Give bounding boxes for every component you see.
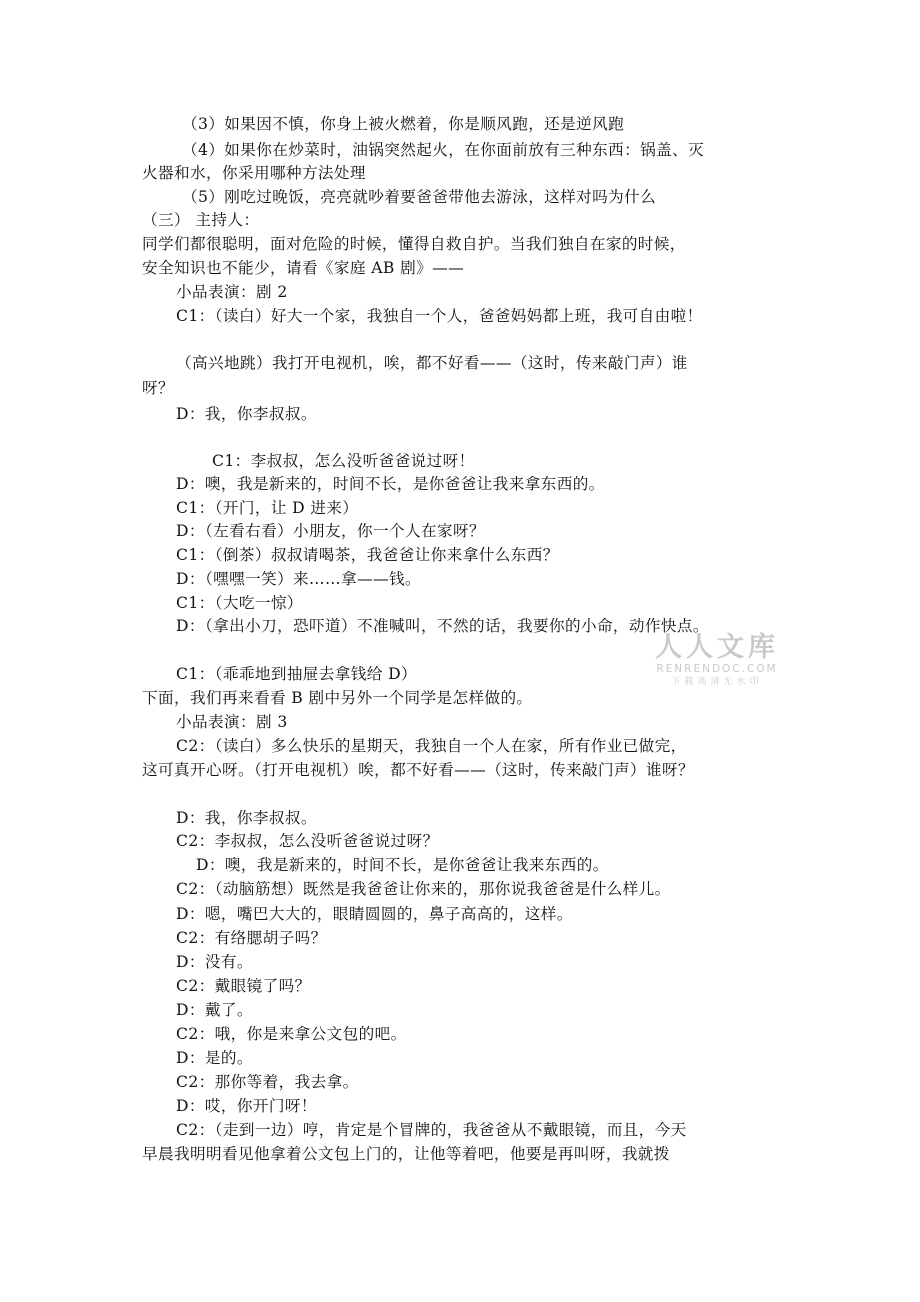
text-line: D：是的。 — [176, 1049, 253, 1067]
text-line: D：嗯，嘴巴大大的，眼睛圆圆的，鼻子高高的，这样。 — [176, 905, 573, 923]
text-line: C2：李叔叔，怎么没听爸爸说过呀？ — [176, 832, 439, 850]
text-line: C2：戴眼镜了吗？ — [176, 977, 311, 995]
text-line: 下面，我们再来看看 B 剧中另外一个同学是怎样做的。 — [142, 689, 533, 707]
text-line: 火器和水，你采用哪种方法处理 — [142, 164, 366, 182]
text-line: C1：（大吃一惊） — [176, 594, 303, 612]
text-line: D：没有。 — [176, 953, 253, 971]
text-line: C2：（读白）多么快乐的星期天，我独自一个人在家，所有作业已做完， — [176, 737, 687, 755]
text-line: D：噢，我是新来的，时间不长，是你爸爸让我来拿东西的。 — [176, 475, 605, 493]
text-line: C1：（开门，让 D 进来） — [176, 499, 359, 517]
text-line: D：（拿出小刀，恐吓道）不准喊叫，不然的话，我要你的小命，动作快点。 — [176, 617, 709, 635]
text-line: 早晨我明明看见他拿着公文包上门的，让他等着吧，他要是再叫呀，我就拨 — [142, 1145, 670, 1163]
watermark — [642, 634, 792, 690]
text-line: D：哎，你开门呀！ — [176, 1097, 317, 1115]
text-line: 小品表演：剧 2 — [176, 283, 288, 301]
text-line: D：戴了。 — [176, 1001, 253, 1019]
text-line: C2：那你等着，我去拿。 — [176, 1073, 359, 1091]
text-line: D：噢，我是新来的，时间不长，是你爸爸让我来东西的。 — [196, 856, 609, 874]
section-heading: （三） 主持人： — [142, 211, 260, 229]
text-line: C1：（乖乖地到抽屉去拿钱给 D） — [176, 665, 418, 683]
text-line: 这可真开心呀。（打开电视机）唉，都不好看——（这时，传来敲门声）谁呀？ — [142, 761, 694, 779]
text-line: C1：（读白）好大一个家，我独自一个人，爸爸妈妈都上班，我可自由啦！ — [176, 307, 703, 325]
watermark-note: 下载高清无水印 — [671, 677, 763, 687]
text-line: C2：（走到一边）哼，肯定是个冒牌的，我爸爸从不戴眼镜，而且，今天 — [176, 1121, 687, 1139]
text-line: C2：有络腮胡子吗？ — [176, 929, 327, 947]
text-line: 安全知识也不能少，请看《家庭 AB 剧》—— — [142, 259, 465, 277]
text-line: D：我，你李叔叔。 — [176, 809, 317, 827]
text-line: D：（左看右看）小朋友，你一个人在家呀？ — [176, 522, 485, 540]
text-line: （3）如果因不慎，你身上被火燃着，你是顺风跑，还是逆风跑 — [182, 115, 625, 133]
watermark-url: RENRENDOC.COM — [656, 663, 778, 675]
text-line: D：我，你李叔叔。 — [176, 405, 317, 423]
text-line: C1：李叔叔，怎么没听爸爸说过呀！ — [212, 452, 475, 470]
text-line: C1：（倒茶）叔叔请喝茶，我爸爸让你来拿什么东西？ — [176, 546, 559, 564]
text-line: C2：（动脑筋想）既然是我爸爸让你来的，那你说我爸爸是什么样儿。 — [176, 880, 671, 898]
watermark-title: 人人文库 — [655, 632, 779, 663]
text-line: D：（嘿嘿一笑）来……拿——钱。 — [176, 570, 422, 588]
text-line: C2：哦，你是来拿公文包的吧。 — [176, 1025, 407, 1043]
text-line: （5）刚吃过晚饭，亮亮就吵着要爸爸带他去游泳，这样对吗为什么 — [182, 188, 657, 206]
text-line: 同学们都很聪明，面对危险的时候，懂得自救自护。当我们独自在家的时候， — [142, 235, 686, 253]
text-line: （高兴地跳）我打开电视机，唉，都不好看——（这时，传来敲门声）谁 — [176, 354, 688, 372]
text-line: 呀？ — [142, 379, 174, 397]
text-line: （4）如果你在炒菜时，油锅突然起火，在你面前放有三种东西：锅盖、灭 — [182, 141, 705, 159]
text-line: 小品表演：剧 3 — [176, 713, 288, 731]
